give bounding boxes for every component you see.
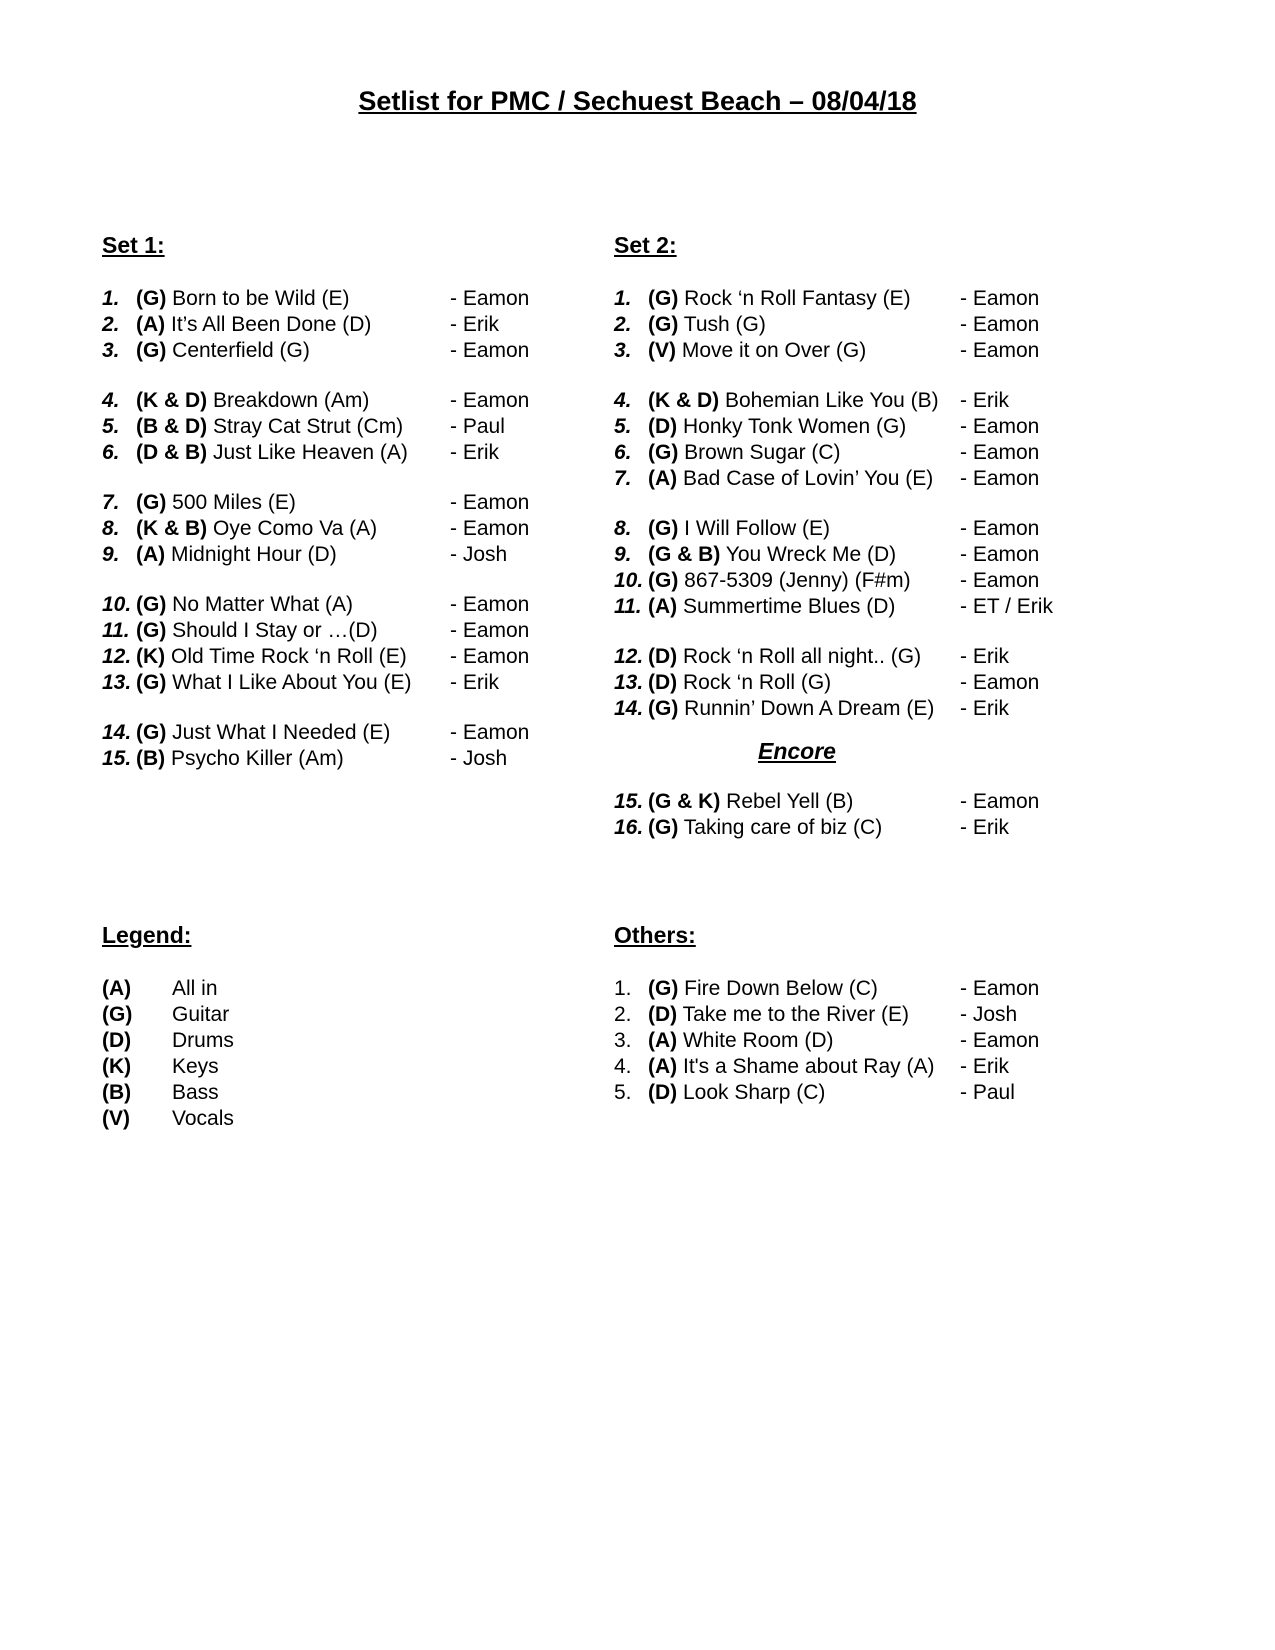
song-singer: - Eamon: [960, 313, 1040, 336]
song-title: (G) I Will Follow (E): [648, 517, 830, 540]
song-singer: - Erik: [450, 441, 499, 464]
song-row: [614, 286, 1074, 312]
instrument-code: (V): [648, 339, 676, 362]
instrument-code: (A): [136, 313, 166, 336]
instrument-code: (G & K): [648, 790, 721, 813]
song-number: 4.: [614, 1055, 632, 1078]
song-row: [102, 312, 552, 338]
song-number: 9.: [102, 543, 120, 566]
song-number: 3.: [614, 339, 632, 362]
song-row: [102, 618, 552, 644]
song-number: 8.: [614, 517, 632, 540]
instrument-code: (D): [648, 1003, 678, 1026]
group-spacer: [102, 696, 552, 720]
song-title: (D & B) Just Like Heaven (A): [136, 441, 408, 464]
song-title: (G) Brown Sugar (C): [648, 441, 841, 464]
instrument-code: (D): [648, 671, 678, 694]
instrument-code: (K & D): [648, 389, 720, 412]
legend-code: (G): [102, 1003, 133, 1026]
song-singer: - Eamon: [450, 287, 530, 310]
legend-meaning: All in: [172, 977, 218, 1000]
song-row: [614, 568, 1074, 594]
song-title: (G & K) Rebel Yell (B): [648, 790, 854, 813]
song-singer: - Josh: [960, 1003, 1018, 1026]
instrument-code: (A): [648, 1055, 678, 1078]
song-number: 10.: [102, 593, 132, 616]
instrument-code: (G): [648, 977, 679, 1000]
song-row: [614, 644, 1074, 670]
song-title: (K) Old Time Rock ‘n Roll (E): [136, 645, 407, 668]
song-row: [614, 976, 1074, 1002]
legend-meaning: Bass: [172, 1081, 219, 1104]
legend-meaning: Guitar: [172, 1003, 230, 1026]
song-singer: - Eamon: [450, 517, 530, 540]
song-title: (K & D) Breakdown (Am): [136, 389, 370, 412]
song-singer: - Eamon: [960, 790, 1040, 813]
song-singer: - Eamon: [450, 645, 530, 668]
song-number: 16.: [614, 816, 644, 839]
instrument-code: (G): [648, 313, 679, 336]
song-title: (G) Born to be Wild (E): [136, 287, 350, 310]
song-row: [614, 815, 1074, 841]
group-spacer: [102, 364, 552, 388]
song-number: 14.: [614, 697, 644, 720]
legend-list: [102, 976, 402, 1132]
song-number: 12.: [614, 645, 644, 668]
legend-row: [102, 1028, 402, 1054]
song-number: 6.: [102, 441, 120, 464]
group-spacer: [614, 492, 1074, 516]
song-title: (B) Psycho Killer (Am): [136, 747, 344, 770]
song-singer: - Eamon: [450, 339, 530, 362]
song-number: 13.: [102, 671, 132, 694]
instrument-code: (G): [648, 569, 679, 592]
song-singer: - Erik: [960, 816, 1009, 839]
song-singer: - Erik: [450, 671, 499, 694]
song-title: (B & D) Stray Cat Strut (Cm): [136, 415, 404, 438]
instrument-code: (G): [136, 721, 167, 744]
song-number: 15.: [614, 790, 644, 813]
legend-row: [102, 1106, 402, 1132]
song-row: [102, 286, 552, 312]
set1-list: [102, 286, 552, 772]
song-row: [102, 338, 552, 364]
legend-code: (V): [102, 1107, 130, 1130]
instrument-code: (G): [648, 517, 679, 540]
song-row: [614, 594, 1074, 620]
set2-heading: Set 2:: [614, 232, 677, 258]
instrument-code: (G): [648, 816, 679, 839]
song-number: 11.: [102, 619, 130, 642]
song-row: [102, 440, 552, 466]
group-spacer: [102, 568, 552, 592]
instrument-code: (G): [648, 697, 679, 720]
song-number: 4.: [102, 389, 120, 412]
song-number: 12.: [102, 645, 132, 668]
song-singer: - ET / Erik: [960, 595, 1053, 618]
song-title: (G) No Matter What (A): [136, 593, 354, 616]
song-singer: - Erik: [450, 313, 499, 336]
group-spacer: [102, 466, 552, 490]
song-row: [614, 1054, 1074, 1080]
song-row: [614, 414, 1074, 440]
song-title: (G) 500 Miles (E): [136, 491, 296, 514]
song-singer: - Josh: [450, 747, 508, 770]
song-row: [614, 1028, 1074, 1054]
instrument-code: (G): [136, 287, 167, 310]
song-singer: - Erik: [960, 389, 1009, 412]
song-number: 2.: [614, 313, 632, 336]
instrument-code: (G & B): [648, 543, 721, 566]
song-row: [102, 720, 552, 746]
song-singer: - Eamon: [960, 569, 1040, 592]
song-row: [102, 388, 552, 414]
group-spacer: [614, 620, 1074, 644]
page-title: Setlist for PMC / Sechuest Beach – 08/04/18: [358, 86, 917, 116]
song-title: (G) 867-5309 (Jenny) (F#m): [648, 569, 911, 592]
song-singer: - Eamon: [960, 517, 1040, 540]
instrument-code: (B & D): [136, 415, 208, 438]
others-heading: Others:: [614, 922, 696, 948]
song-row: [614, 1080, 1074, 1106]
song-singer: - Eamon: [960, 415, 1040, 438]
song-title: (A) Midnight Hour (D): [136, 543, 337, 566]
instrument-code: (A): [648, 1029, 678, 1052]
song-title: (G & B) You Wreck Me (D): [648, 543, 897, 566]
song-row: [614, 542, 1074, 568]
song-title: (G) Centerfield (G): [136, 339, 310, 362]
song-title: (G) Just What I Needed (E): [136, 721, 391, 744]
song-row: [614, 670, 1074, 696]
instrument-code: (K): [136, 645, 166, 668]
song-row: [102, 746, 552, 772]
song-singer: - Eamon: [960, 467, 1040, 490]
instrument-code: (K & B): [136, 517, 208, 540]
song-title: (V) Move it on Over (G): [648, 339, 867, 362]
legend-row: [102, 976, 402, 1002]
song-singer: - Eamon: [450, 593, 530, 616]
song-title: (G) Taking care of biz (C): [648, 816, 883, 839]
song-number: 14.: [102, 721, 132, 744]
song-number: 2.: [614, 1003, 632, 1026]
legend-code: (A): [102, 977, 132, 1000]
legend-row: [102, 1080, 402, 1106]
song-singer: - Paul: [960, 1081, 1015, 1104]
song-row: [614, 440, 1074, 466]
song-singer: - Eamon: [450, 491, 530, 514]
song-title: (A) It’s All Been Done (D): [136, 313, 372, 336]
legend-meaning: Drums: [172, 1029, 234, 1052]
song-number: 1.: [614, 977, 632, 1000]
legend-code: (D): [102, 1029, 132, 1052]
song-number: 7.: [614, 467, 632, 490]
song-title: (G) Tush (G): [648, 313, 766, 336]
legend-code: (B): [102, 1081, 132, 1104]
song-number: 9.: [614, 543, 632, 566]
song-number: 3.: [614, 1029, 632, 1052]
song-title: (A) It's a Shame about Ray (A): [648, 1055, 935, 1078]
song-number: 5.: [614, 415, 632, 438]
song-singer: - Eamon: [960, 543, 1040, 566]
instrument-code: (G): [136, 593, 167, 616]
song-row: [614, 696, 1074, 722]
song-singer: - Eamon: [450, 619, 530, 642]
song-number: 5.: [614, 1081, 632, 1104]
song-title: (D) Rock ‘n Roll all night.. (G): [648, 645, 922, 668]
song-number: 8.: [102, 517, 120, 540]
song-singer: - Josh: [450, 543, 508, 566]
song-row: [614, 516, 1074, 542]
song-row: [102, 592, 552, 618]
song-title: (K & D) Bohemian Like You (B): [648, 389, 939, 412]
song-row: [614, 789, 1074, 815]
set1-heading: Set 1:: [102, 232, 165, 258]
song-row: [614, 312, 1074, 338]
song-title: (D) Rock ‘n Roll (G): [648, 671, 832, 694]
instrument-code: (G): [136, 491, 167, 514]
song-singer: - Eamon: [960, 1029, 1040, 1052]
legend-row: [102, 1054, 402, 1080]
song-singer: - Eamon: [960, 977, 1040, 1000]
instrument-code: (D & B): [136, 441, 208, 464]
instrument-code: (A): [136, 543, 166, 566]
song-title: (K & B) Oye Como Va (A): [136, 517, 378, 540]
instrument-code: (G): [648, 287, 679, 310]
instrument-code: (G): [136, 339, 167, 362]
instrument-code: (D): [648, 1081, 678, 1104]
song-row: [102, 414, 552, 440]
song-singer: - Paul: [450, 415, 505, 438]
song-title: (G) Rock ‘n Roll Fantasy (E): [648, 287, 911, 310]
song-row: [102, 542, 552, 568]
song-row: [102, 644, 552, 670]
instrument-code: (D): [648, 645, 678, 668]
song-number: 4.: [614, 389, 632, 412]
song-singer: - Eamon: [960, 441, 1040, 464]
song-title: (D) Look Sharp (C): [648, 1081, 826, 1104]
song-singer: - Eamon: [960, 339, 1040, 362]
song-singer: - Erik: [960, 645, 1009, 668]
song-number: 11.: [614, 595, 642, 618]
song-number: 10.: [614, 569, 644, 592]
instrument-code: (A): [648, 467, 678, 490]
song-number: 5.: [102, 415, 120, 438]
song-singer: - Erik: [960, 1055, 1009, 1078]
song-singer: - Erik: [960, 697, 1009, 720]
song-row: [614, 338, 1074, 364]
song-row: [102, 670, 552, 696]
song-row: [102, 516, 552, 542]
song-title: (G) What I Like About You (E): [136, 671, 412, 694]
others-list: [614, 976, 1074, 1106]
instrument-code: (G): [136, 671, 167, 694]
song-title: (A) White Room (D): [648, 1029, 834, 1052]
song-row: [614, 1002, 1074, 1028]
song-number: 1.: [614, 287, 632, 310]
instrument-code: (B): [136, 747, 166, 770]
instrument-code: (A): [648, 595, 678, 618]
set2-list: [614, 286, 1074, 722]
song-singer: - Eamon: [450, 721, 530, 744]
song-title: (G) Fire Down Below (C): [648, 977, 878, 1000]
song-number: 1.: [102, 287, 120, 310]
legend-heading: Legend:: [102, 922, 192, 948]
song-number: 13.: [614, 671, 644, 694]
group-spacer: [614, 364, 1074, 388]
song-number: 15.: [102, 747, 132, 770]
song-singer: - Eamon: [960, 287, 1040, 310]
song-number: 6.: [614, 441, 632, 464]
legend-meaning: Vocals: [172, 1107, 234, 1130]
instrument-code: (D): [648, 415, 678, 438]
song-title: (D) Take me to the River (E): [648, 1003, 910, 1026]
song-row: [614, 466, 1074, 492]
song-title: (A) Bad Case of Lovin’ You (E): [648, 467, 934, 490]
song-number: 7.: [102, 491, 120, 514]
song-row: [102, 490, 552, 516]
encore-heading: Encore: [758, 738, 836, 764]
encore-list: [614, 789, 1074, 841]
song-number: 2.: [102, 313, 120, 336]
song-number: 3.: [102, 339, 120, 362]
song-title: (G) Runnin’ Down A Dream (E): [648, 697, 935, 720]
legend-meaning: Keys: [172, 1055, 219, 1078]
song-title: (A) Summertime Blues (D): [648, 595, 896, 618]
legend-row: [102, 1002, 402, 1028]
legend-code: (K): [102, 1055, 132, 1078]
song-row: [614, 388, 1074, 414]
song-singer: - Eamon: [960, 671, 1040, 694]
instrument-code: (G): [136, 619, 167, 642]
song-title: (D) Honky Tonk Women (G): [648, 415, 907, 438]
song-singer: - Eamon: [450, 389, 530, 412]
instrument-code: (G): [648, 441, 679, 464]
instrument-code: (K & D): [136, 389, 208, 412]
song-title: (G) Should I Stay or …(D): [136, 619, 378, 642]
